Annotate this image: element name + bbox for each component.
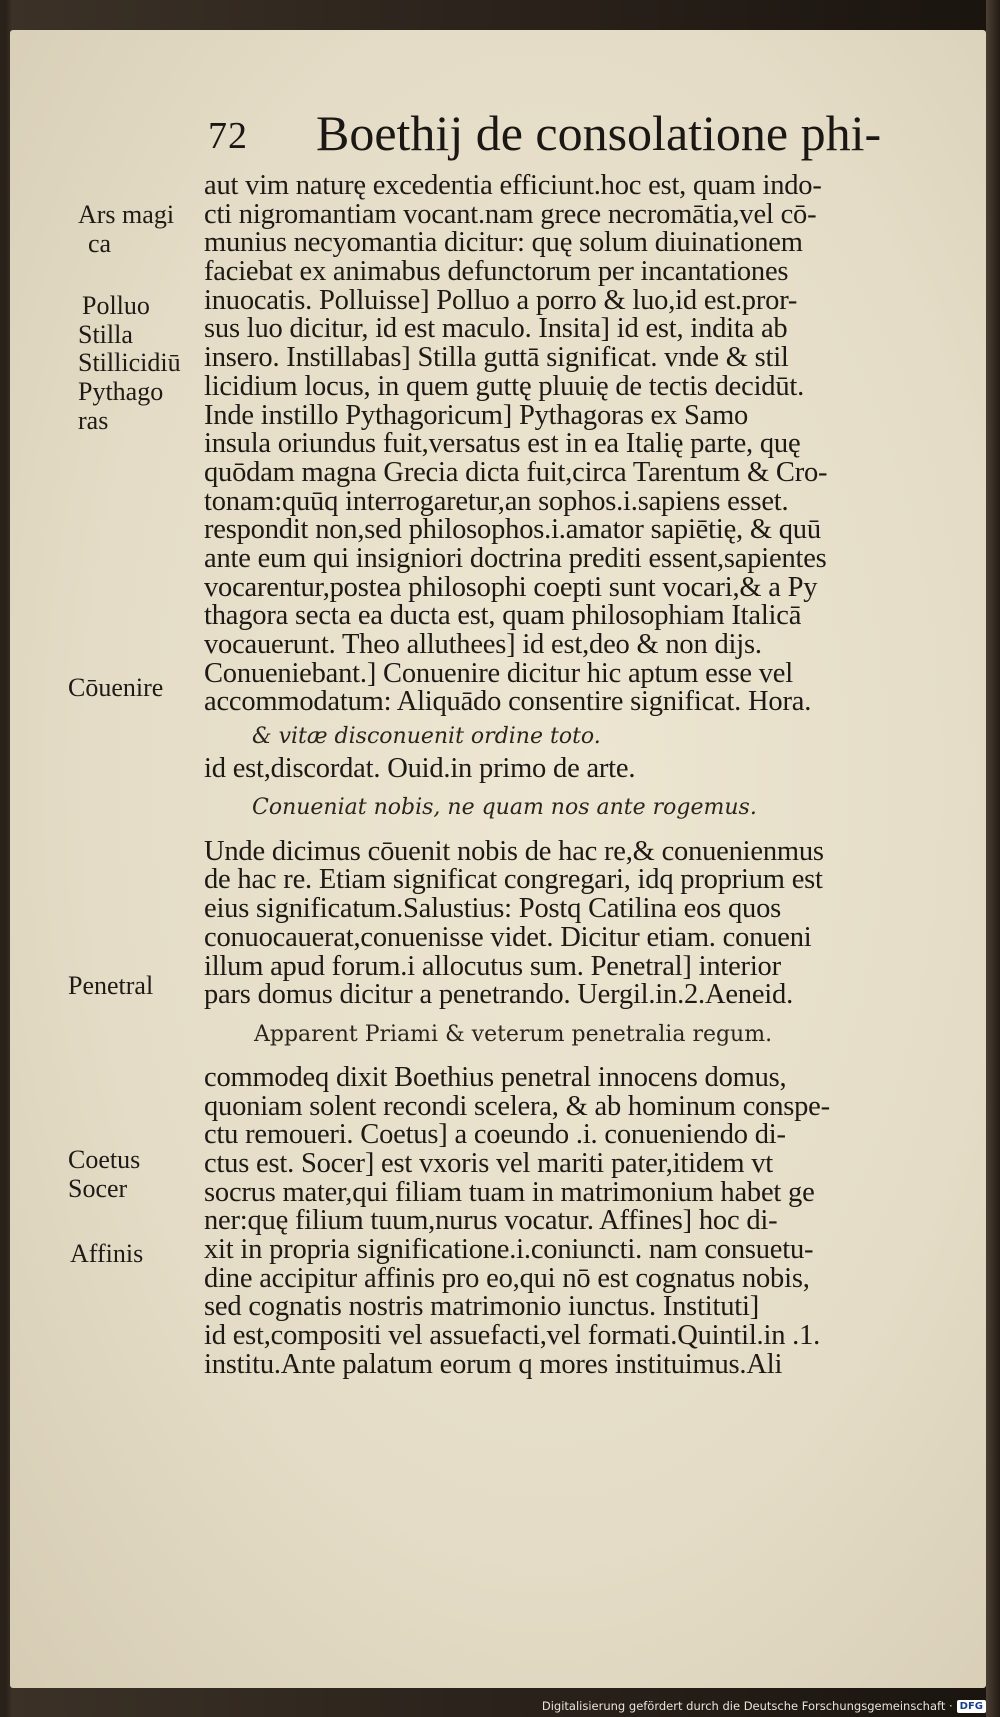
text-line: inuocatis. Polluisse] Polluo a porro & luo,id est.pror-	[204, 286, 798, 316]
verse-quote-horace: & vitæ disconuenit ordine toto.	[252, 724, 601, 750]
text-line: commodeq dixit Boethius penetral innocens domus,	[204, 1063, 787, 1093]
text-line: eius significatum.Salustius: Postq Catilina eos quos	[204, 895, 782, 924]
text-line: faciebat ex animabus defunctorum per incantationes	[204, 258, 789, 287]
text-line: conuocauerat,conuenisse videt. Dicitur etiam. conueni	[204, 923, 812, 953]
marginal-note-coetus: Coetus	[68, 1145, 141, 1174]
text-line: xit in propria significatione.i.coniuncti. nam consuetu-	[204, 1236, 814, 1265]
text-line: ctus est. Socer] est vxoris vel mariti pater,itidem vt	[204, 1149, 773, 1179]
marginal-note-conuenire	[68, 673, 204, 703]
main-text	[204, 172, 944, 1379]
text-line: id est,compositi vel assuefacti,vel formati.Quintil.in .1.	[204, 1322, 821, 1351]
marginal-note-line: Penetral	[68, 971, 154, 1000]
text-line: licidium locus, in quem guttę pluuię de tectis decidūt.	[204, 372, 805, 402]
text-line: pars domus dicitur a penetrando. Uergil.in.2.Aeneid.	[204, 981, 794, 1010]
marginal-note-line: Affinis	[70, 1239, 144, 1268]
marginal-note-group-polluo	[78, 292, 204, 435]
text-line: cti nigromantiam vocant.nam grece necromātia,vel cō-	[204, 200, 817, 230]
text-line: Inde instillo Pythagoricum] Pythagoras ex Samo	[204, 401, 749, 431]
marginal-note-stillicidium: Stillicidiū	[78, 348, 181, 378]
verse-quote-ovid: Conueniat nobis, ne quam nos ante rogemus.	[252, 794, 757, 820]
text-line: Conueniebant.] Conuenire dicitur hic aptum esse vel	[204, 659, 793, 689]
text-line: ner:quę filium tuum,nurus vocatur. Affines] hoc di-	[204, 1207, 778, 1236]
text-line: ante eum qui insigniori doctrina prediti essent,sapientes	[204, 544, 827, 574]
page-number: 72	[208, 115, 248, 157]
marginal-note-line: ca	[88, 228, 112, 258]
running-title: Boethij de consolatione phi-	[316, 105, 882, 161]
marginal-note-polluo: Polluo	[82, 291, 150, 320]
text-block-2	[204, 755, 944, 784]
text-line: tonam:quūq interrogaretur,an sophos.i.sapiens esset.	[204, 487, 789, 517]
text-line: sed cognatis nostris matrimonio iunctus. Instituti]	[204, 1293, 759, 1323]
text-block-1	[204, 172, 944, 717]
text-block-4	[204, 1064, 944, 1380]
text-block-3	[204, 838, 944, 1010]
text-line: vocarentur,postea philosophi coepti sunt vocari,& a Py	[204, 573, 818, 603]
text-line: insula oriundus fuit,versatus est in ea Italię parte, quę	[204, 430, 801, 459]
text-line: Unde dicimus cōuenit nobis de hac re,& conuenienmus	[204, 837, 824, 867]
text-line: vocauerunt. Theo alluthees] id est,deo & non dijs.	[204, 631, 762, 660]
text-line: de hac re. Etiam significat congregari, idq proprium est	[204, 866, 823, 896]
marginal-note-ars-magica	[78, 201, 204, 258]
dfg-logo: DFG	[957, 1700, 986, 1713]
text-line: illum apud forum.i allocutus sum. Penetral] interior	[204, 952, 781, 982]
credit-text: Digitalisierung gefördert durch die Deutsche Forschungsgemeinschaft ·	[541, 1699, 953, 1713]
text-line: socrus mater,qui filiam tuam in matrimonium habet ge	[204, 1178, 815, 1208]
marginal-note-affinis	[70, 1239, 204, 1269]
book-edge	[986, 0, 1000, 1717]
text-line: aut vim naturę excedentia efficiunt.hoc est, quam indo-	[204, 172, 822, 201]
marginal-note-socer: Socer	[68, 1173, 128, 1203]
verse-quote-vergil: Apparent Priami & veterum penetralia regum.	[254, 1021, 773, 1047]
text-line: quōdam magna Grecia dicta fuit,circa Tarentum & Cro-	[204, 458, 828, 488]
digitization-credit	[542, 1699, 986, 1713]
text-line: respondit non,sed philosophos.i.amator sapiētię, & quū	[204, 516, 821, 545]
text-line: accommodatum: Aliquādo consentire significat. Hora.	[204, 688, 812, 718]
marginal-note-pythagoras: Pythago	[78, 377, 164, 407]
marginal-note-group-coetus	[68, 1145, 204, 1203]
text-line: dine accipitur affinis pro eo,qui nō est cognatus nobis,	[204, 1264, 810, 1294]
marginal-note-line: Cōuenire	[68, 673, 164, 702]
text-line: quoniam solent recondi scelera, & ab hominum conspe-	[204, 1092, 830, 1122]
text-line: sus luo dicitur, id est maculo. Insita] id est, indita ab	[204, 315, 788, 345]
text-line: id est,discordat. Ouid.in primo de arte.	[204, 755, 636, 784]
text-line: institu.Ante palatum eorum q mores instituimus.Ali	[204, 1350, 783, 1380]
text-line: insero. Instillabas] Stilla guttā significat. vnde & stil	[204, 344, 789, 373]
marginal-note-stilla: Stilla	[78, 319, 133, 349]
marginal-note-line: Ars magi	[78, 200, 175, 229]
text-line: munius necyomantia dicitur: quę solum diuinationem	[204, 229, 803, 259]
text-line: thagora secta ea ducta est, quam philosophiam Italicā	[204, 602, 802, 631]
marginal-note-penetral	[68, 971, 204, 1001]
marginal-note-pythagoras-cont: ras	[78, 405, 109, 435]
page-header	[208, 104, 948, 168]
text-line: ctu remoueri. Coetus] a coeundo .i. conueniendo di-	[204, 1121, 786, 1150]
